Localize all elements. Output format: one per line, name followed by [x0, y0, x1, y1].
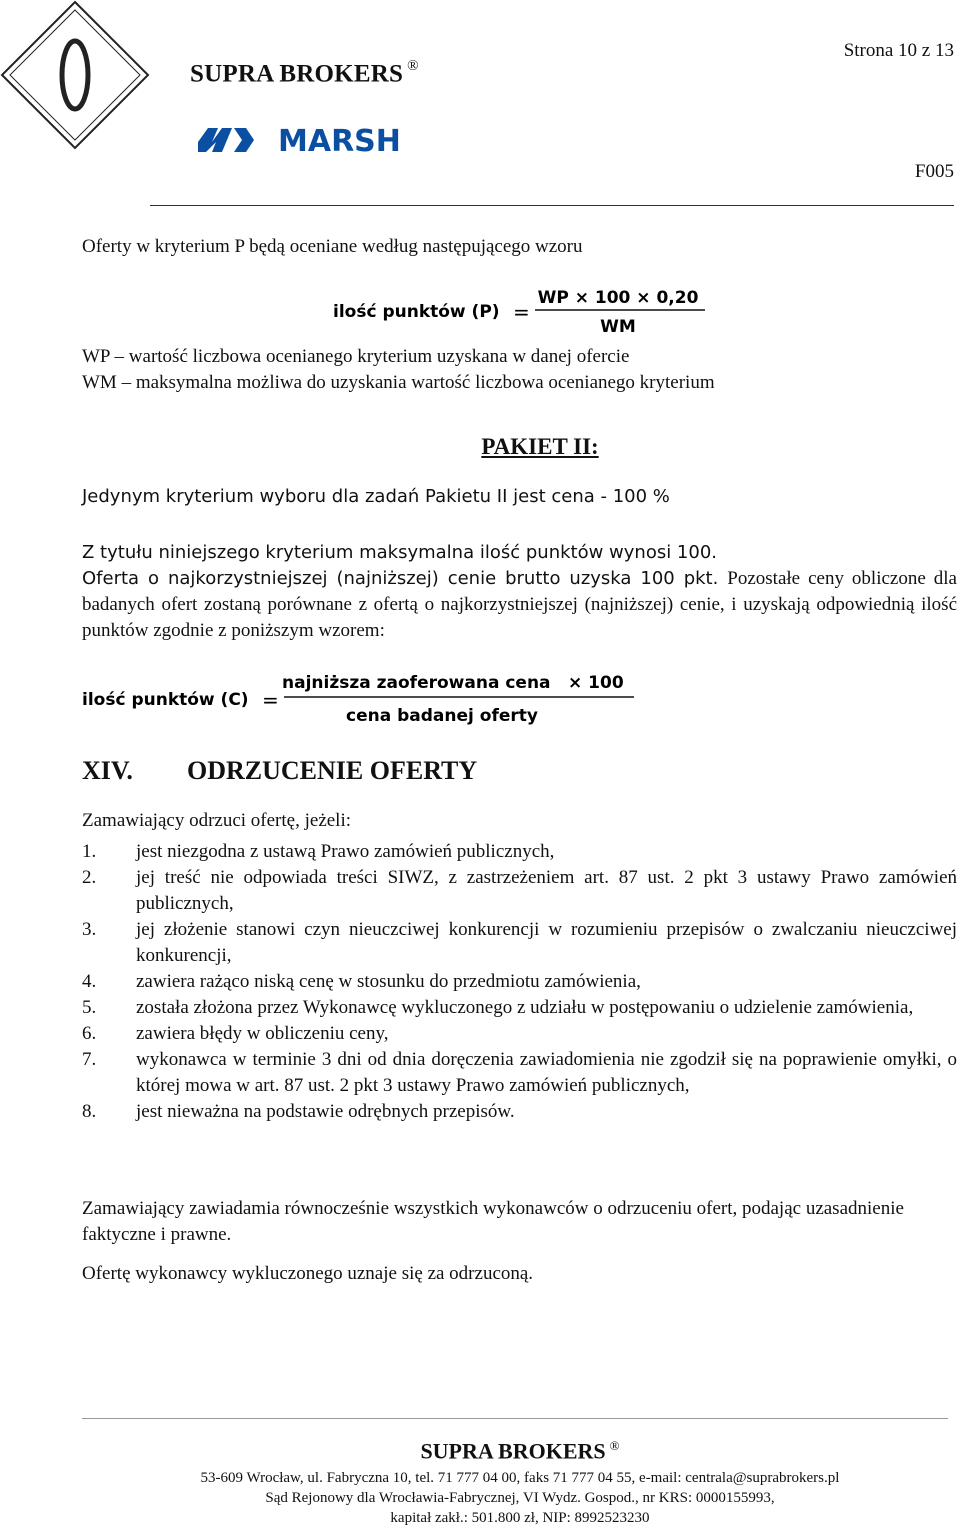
header-brand: SUPRA BROKERS ® [190, 58, 419, 88]
price-criterion-text: Jedynym kryterium wyboru dla zadań Pakietu II jest cena - 100 % [82, 486, 670, 507]
footer-brand: SUPRA BROKERS ® [420, 1438, 620, 1464]
footer-address: 53-609 Wrocław, ul. Fabryczna 10, tel. 71 777 04 00, faks 71 777 04 55, e-mail: centrala@suprabrokers.pl [200, 1470, 840, 1486]
formula-p-lhs: ilość punktów (P) [333, 302, 500, 322]
list-item: 4. zawiera rażąco niską cenę w stosunku do przedmiotu zamówienia, [82, 971, 641, 992]
marsh-wordmark: MARSH [278, 124, 401, 159]
formula-c-denominator: cena badanej oferty [346, 706, 538, 726]
form-code: F005 [914, 161, 954, 182]
pakiet-title: PAKIET II: [481, 434, 599, 459]
scoring-description [82, 540, 957, 644]
list-item: 3. jej złożenie stanowi czyn nieuczciwej konkurencji w rozumieniu przepisów o zwalczaniu nieuczciwej konkurencji, [82, 919, 957, 966]
supra-logo-icon [0, 0, 150, 150]
header-divider [150, 205, 954, 206]
formula-p-numerator: WP × 100 × 0,20 [537, 288, 699, 308]
list-item: 1. jest niezgodna z ustawą Prawo zamówień publicznych, [82, 841, 555, 862]
notification-paragraph: Zamawiający zawiadamia równocześnie wszystkich wykonawców o odrzuceniu ofert, podając uzasadnienie faktyczne i prawne. [82, 1198, 904, 1245]
formula-c-eq: = [262, 688, 279, 712]
scoring-line-1: Z tytułu niniejszego kryterium maksymalna ilość punktów wynosi 100. [82, 542, 718, 563]
formula-c-numerator: najniższa zaoferowana cena [282, 673, 551, 693]
formula-p-eq: = [513, 300, 530, 324]
intro-text: Oferty w kryterium P będą oceniane według następującego wzoru [82, 236, 583, 257]
list-item: 6. zawiera błędy w obliczeniu ceny, [82, 1023, 389, 1044]
footer-divider [82, 1418, 948, 1419]
formula-c-lhs: ilość punktów (C) [82, 690, 249, 710]
formula-c [82, 668, 642, 728]
footer-capital: kapitał zakł.: 501.800 zł, NIP: 8992523230 [390, 1510, 650, 1526]
rejection-lead: Zamawiający odrzuci ofertę, jeżeli: [82, 810, 352, 831]
formula-p [333, 286, 713, 336]
section-heading [82, 756, 477, 786]
page-number: Strona 10 z 13 [843, 40, 954, 61]
definition-wp: WP – wartość liczbowa ocenianego kryterium uzyskana w danej ofercie [82, 346, 630, 367]
list-item: 8. jest nieważna na podstawie odrębnych przepisów. [82, 1101, 515, 1122]
marsh-logo [198, 120, 418, 160]
section-title: ODRZUCENIE OFERTY [187, 756, 478, 785]
scoring-paragraph: Oferta o najkorzystniejszej (najniższej) cenie brutto uzyska 100 pkt. Pozostałe ceny obliczone dla badanych ofert zostaną porównane z ofertą o najkorzystniejszej (najniższej) cenie, i uzyskają odpowiednią ilość punktów zgodnie z poniższym wzorem: [82, 568, 957, 641]
list-item: 7. wykonawca w terminie 3 dni od dnia doręczenia zawiadomienia nie zgodził się na poprawienie omyłki, o której mowa w art. 87 ust. 2 pkt 3 ustawy Prawo zamówień publicznych, [82, 1049, 957, 1096]
excluded-offer-paragraph: Ofertę wykonawcy wykluczonego uznaje się za odrzuconą. [82, 1263, 534, 1284]
list-item: 5. została złożona przez Wykonawcę wykluczonego z udziału w postępowaniu o udzielenie zamówienia, [82, 997, 914, 1018]
list-item: 2. jej treść nie odpowiada treści SIWZ, z zastrzeżeniem art. 87 ust. 2 pkt 3 ustawy Prawo zamówień publicznych, [82, 867, 957, 914]
definition-wm: WM – maksymalna możliwa do uzyskania wartość liczbowa ocenianego kryterium [82, 372, 715, 393]
footer-registry: Sąd Rejonowy dla Wrocławia-Fabrycznej, VI Wydz. Gospod., nr KRS: 0000155993, [265, 1490, 775, 1506]
formula-p-denominator: WM [600, 317, 636, 336]
marsh-mark-icon [198, 128, 254, 152]
formula-c-factor: × 100 [568, 673, 624, 693]
rejection-list [82, 839, 957, 1125]
definitions [82, 344, 715, 396]
section-number: XIV. [82, 756, 133, 785]
